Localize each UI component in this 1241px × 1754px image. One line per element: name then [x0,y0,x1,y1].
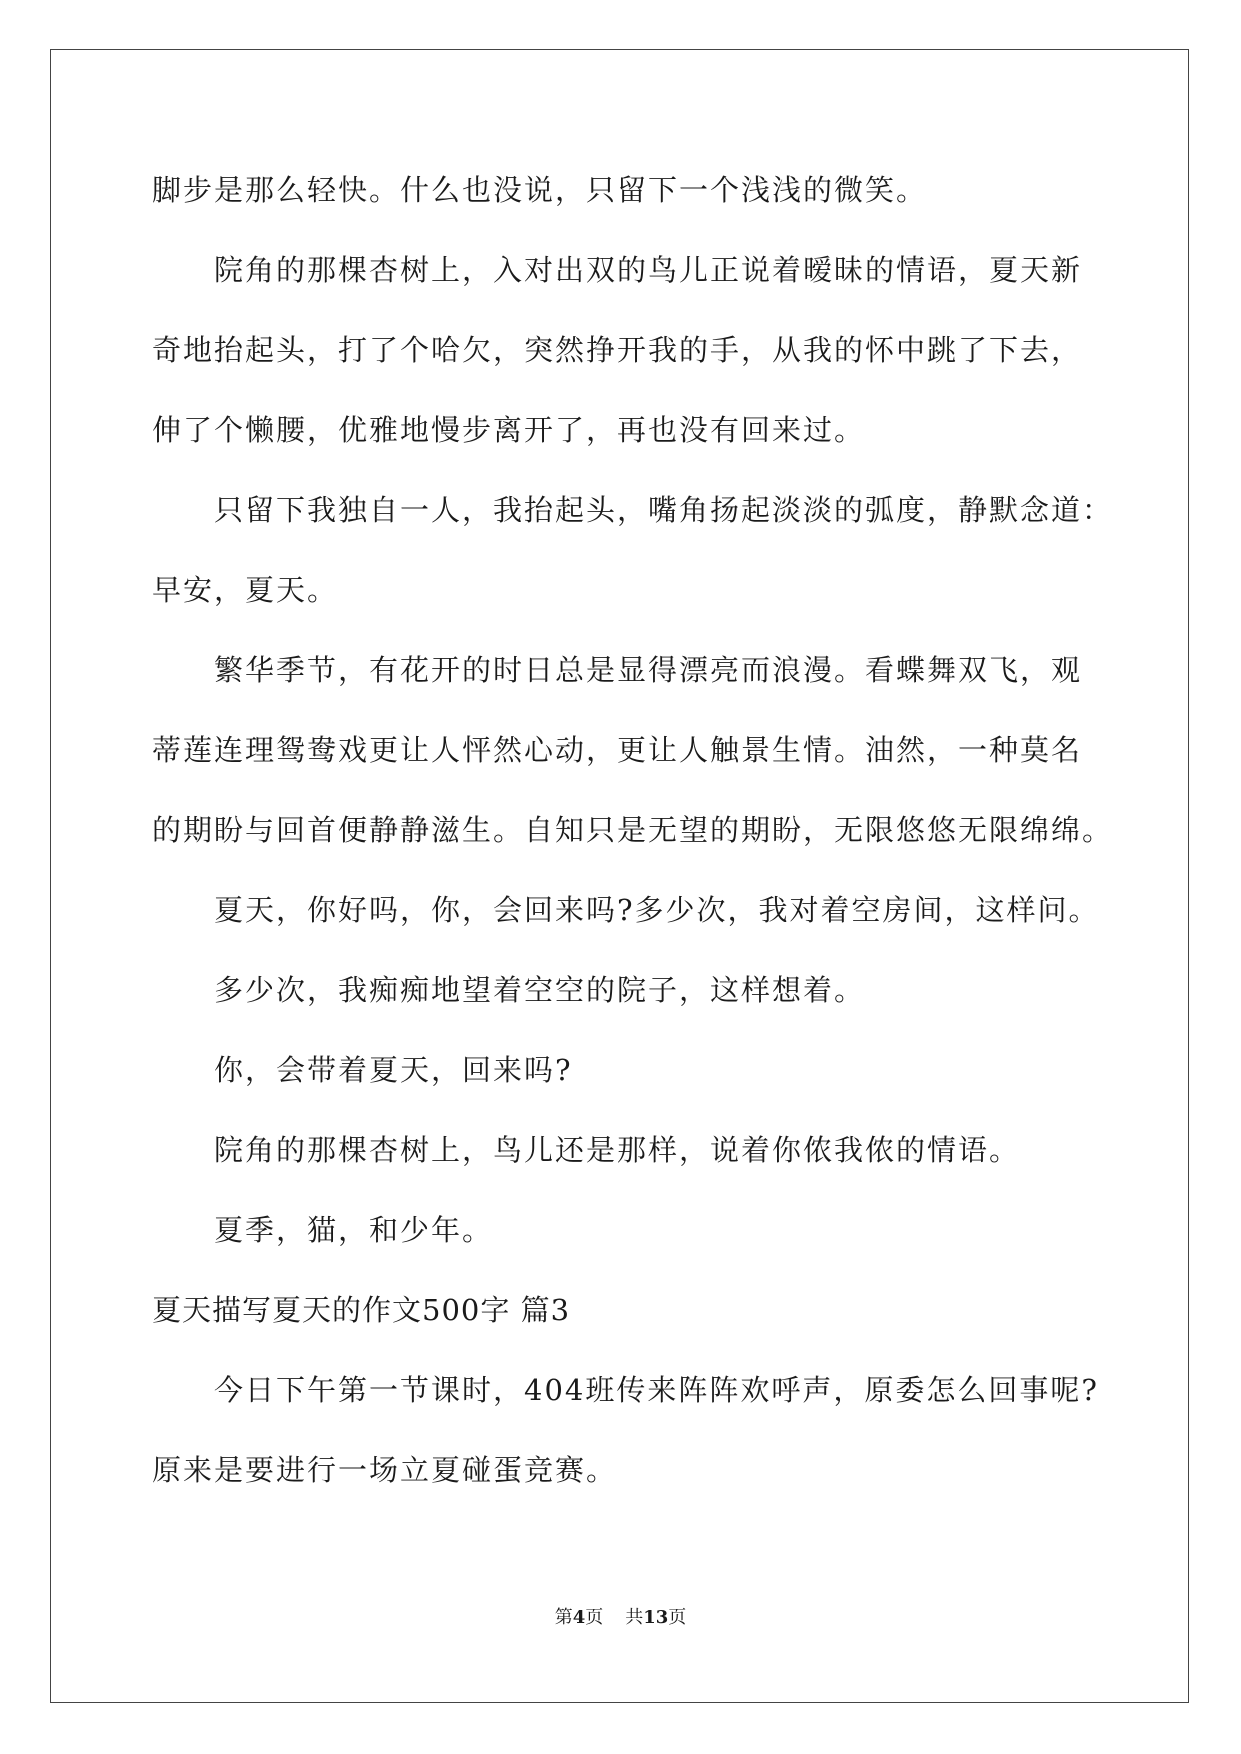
paragraph-line-8: 蒂莲连理鸳鸯戏更让人怦然心动，更让人触景生情。油然，一种莫名 [152,733,1083,767]
section-heading: 夏天描写夏天的作文500字 篇3 [152,1293,571,1327]
page-suffix: 页 [585,1607,604,1628]
total-prefix: 共 [625,1607,644,1628]
paragraph-line-7: 繁华季节，有花开的时日总是显得漂亮而浪漫。看蝶舞双飞，观 [214,653,1083,687]
document-body [152,150,1114,1510]
paragraph-line-6: 早安，夏天。 [152,573,339,607]
paragraph-line-13: 院角的那棵杏树上，鸟儿还是那样，说着你侬我侬的情语。 [214,1133,1021,1167]
page-footer [0,1607,1241,1629]
paragraph-line-9: 的期盼与回首便静静滋生。自知只是无望的期盼，无限悠悠无限绵绵。 [152,813,1114,847]
paragraph-line-4: 伸了个懒腰，优雅地慢步离开了，再也没有回来过。 [152,413,866,447]
paragraph-line-10: 夏天，你好吗，你，会回来吗?多少次，我对着空房间，这样问。 [214,893,1100,927]
paragraph-line-2: 院角的那棵杏树上，入对出双的鸟儿正说着暧昧的情语，夏天新 [214,253,1083,287]
page-number: 4 [572,1607,586,1628]
paragraph-line-5: 只留下我独自一人，我抬起头，嘴角扬起淡淡的弧度，静默念道： [214,493,1114,527]
page-prefix: 第 [554,1607,573,1628]
total-pages: 13 [643,1607,669,1628]
paragraph-line-11: 多少次，我痴痴地望着空空的院子，这样想着。 [214,973,866,1007]
section-line-1: 今日下午第一节课时，404班传来阵阵欢呼声，原委怎么回事呢? [214,1373,1099,1407]
paragraph-line-3: 奇地抬起头，打了个哈欠，突然挣开我的手，从我的怀中跳了下去， [152,333,1083,367]
paragraph-line-1: 脚步是那么轻快。什么也没说，只留下一个浅浅的微笑。 [152,173,928,207]
total-suffix: 页 [668,1607,687,1628]
paragraph-line-12: 你，会带着夏天，回来吗? [214,1053,573,1087]
section-line-2: 原来是要进行一场立夏碰蛋竞赛。 [152,1453,618,1487]
paragraph-line-14: 夏季，猫，和少年。 [214,1213,494,1247]
